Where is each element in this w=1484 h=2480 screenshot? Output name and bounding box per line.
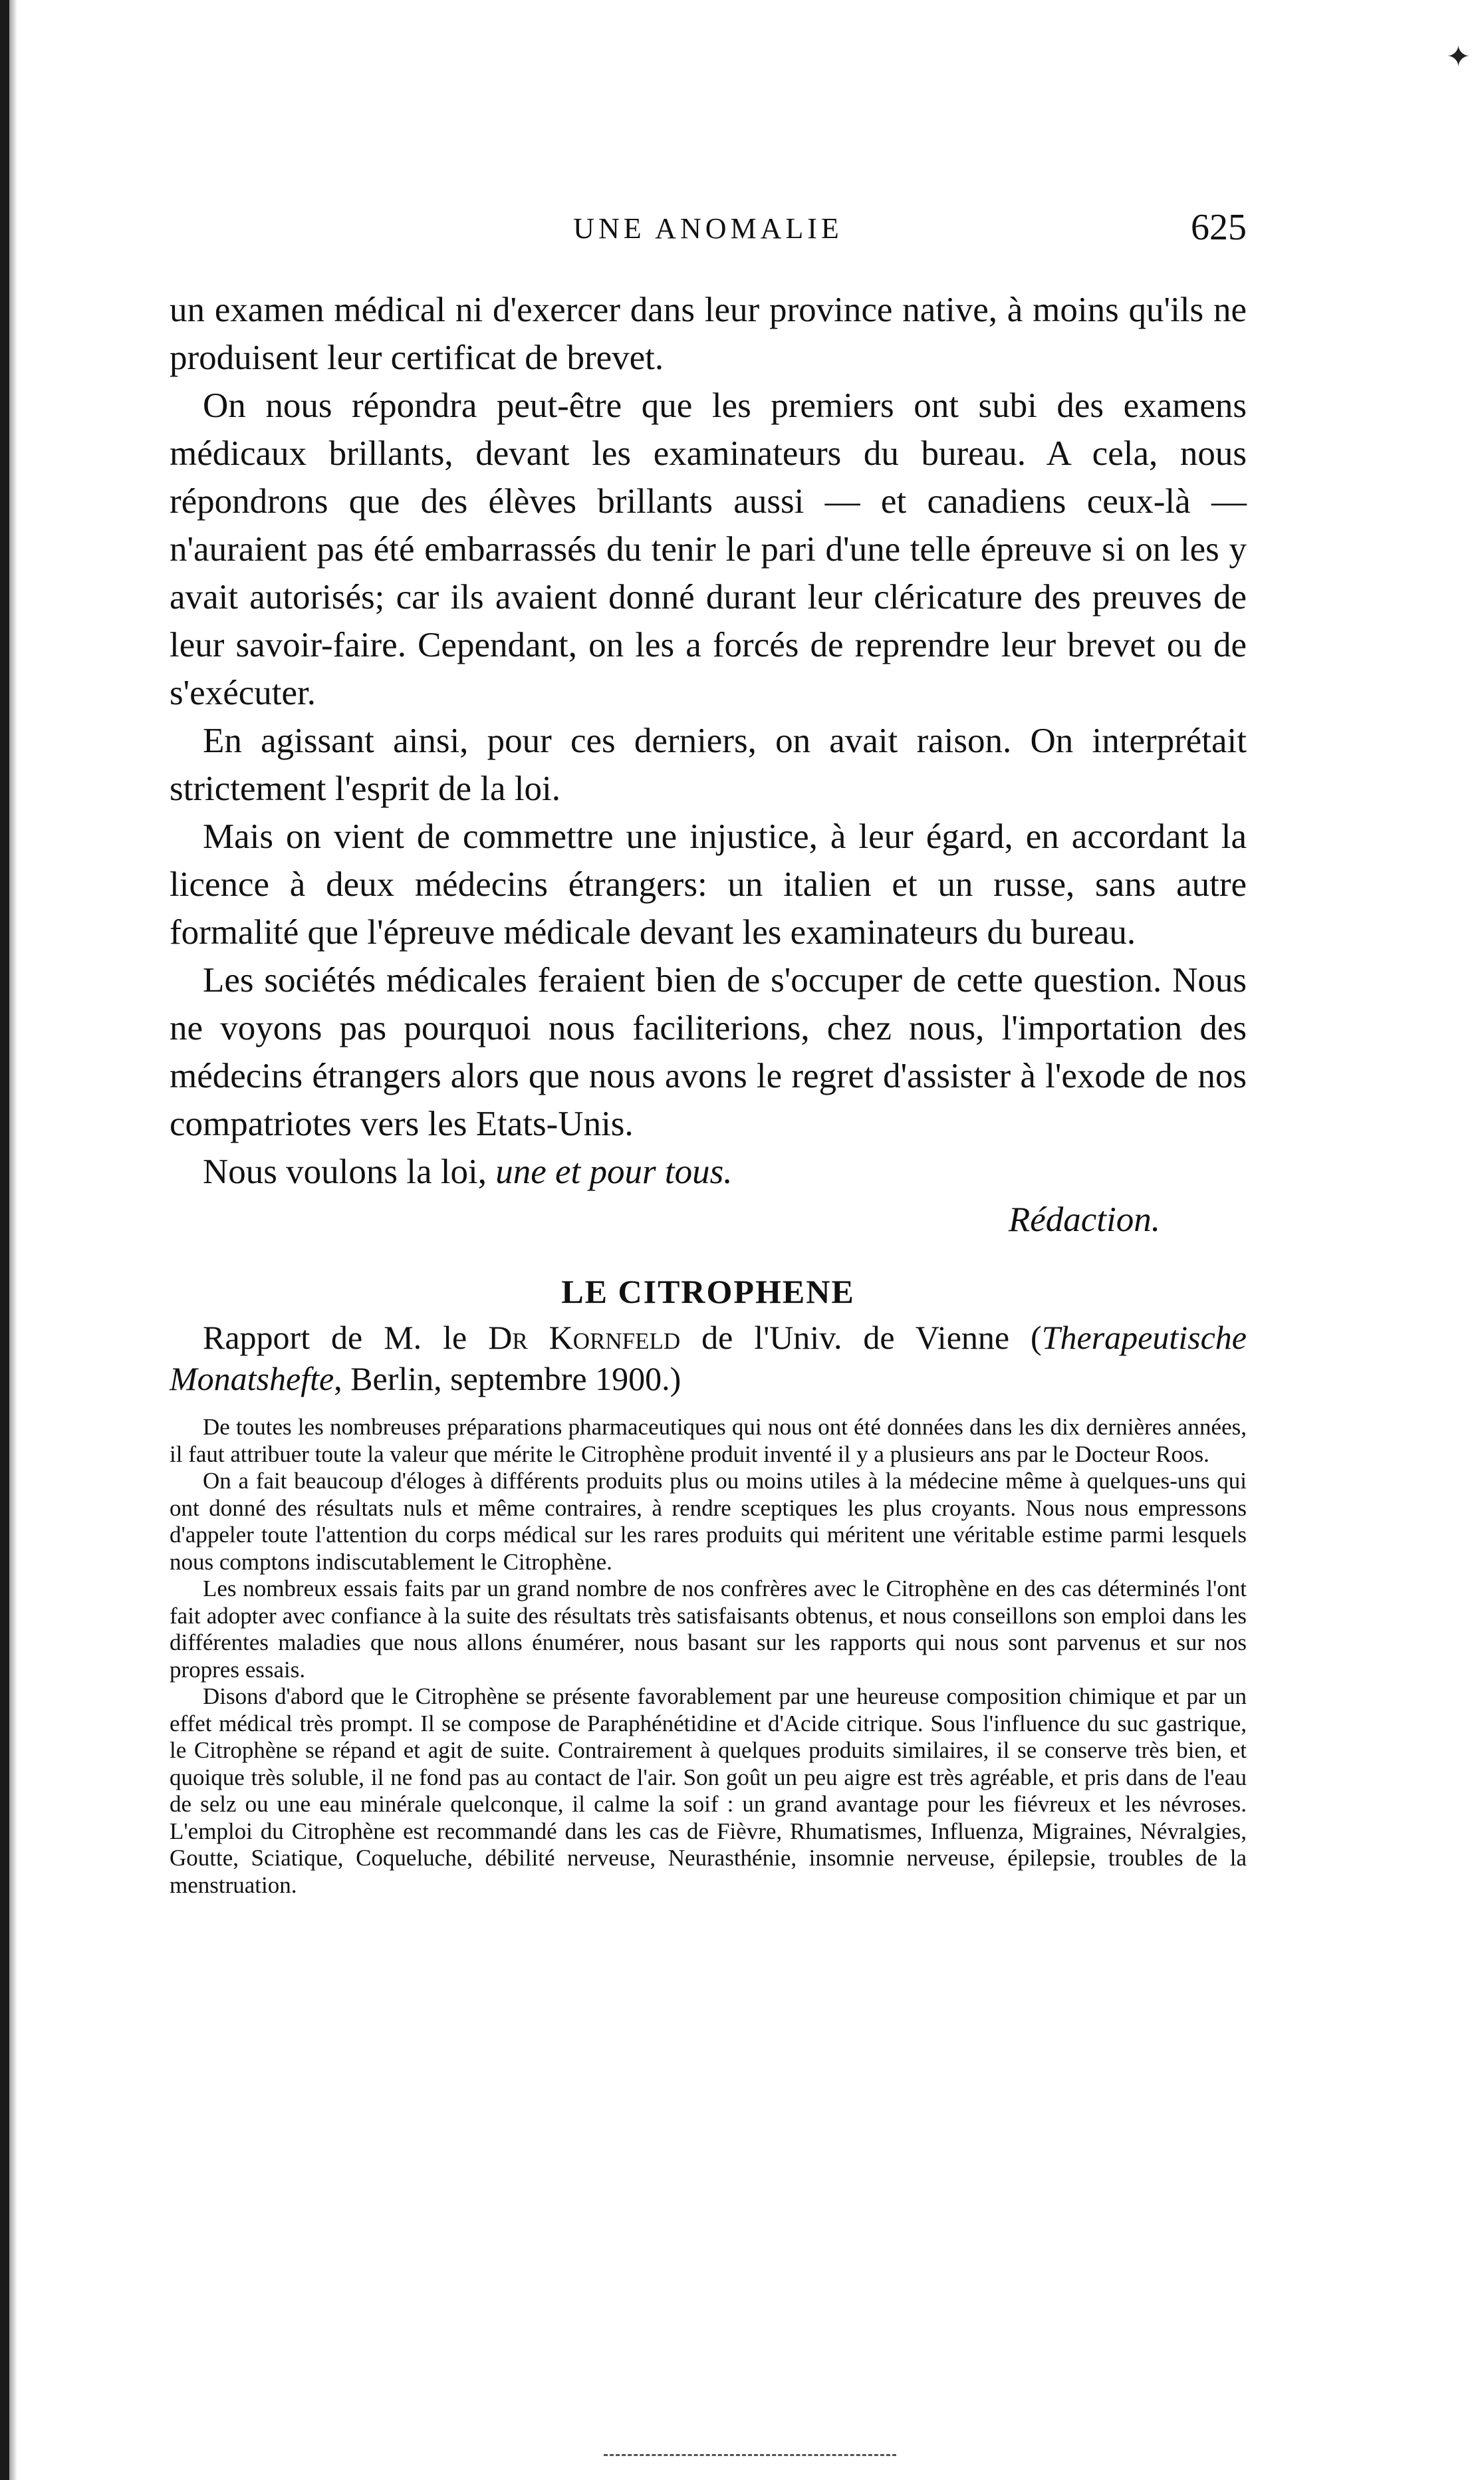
small-paragraph: On a fait beaucoup d'éloges à différents produits plus ou moins utiles à la médecine même à quelques-uns qui ont donné des résultats nuls et même contraires, à rendre sceptiques les plus croyants. Nous nous empressons d'appeler toute l'attention du corps médical sur les rares produits qui méritent une véritable estime parmi lesquels nous comptons indiscutablement le Citrophène. [170,1468,1247,1575]
report-prefix: Rapport de M. le [203,1319,489,1356]
running-title: UNE ANOMALIE [573,212,843,245]
citrophene-text [170,1414,1247,1899]
running-head [170,206,1247,253]
book-spine-shadow [0,0,9,2480]
report-author: Dr Kornfeld [488,1319,681,1356]
bottom-divider [604,2454,896,2456]
closing-emphasis: une et pour tous. [495,1153,733,1191]
report-byline [170,1317,1247,1399]
paragraph: On nous répondra peut-être que les premiers ont subi des examens médicaux brillants, devant les examinateurs du bureau. A cela, nous répondrons que des élèves brillants aussi — et canadiens ceux-là — n'auraient pas été embarrassés du tenir le pari d'une telle épreuve si on les y avait autorisés; car ils avaient donné durant leur cléricature des preuves de leur savoir-faire. Cependant, on les a forcés de reprendre leur brevet ou de s'exécuter. [170,386,1247,712]
section-title: LE CITROPHENE [561,1273,855,1310]
page-number: 625 [1191,207,1247,248]
report-journal: Therapeutische Monatshefte [170,1319,1247,1397]
gutter-shading [9,0,17,2480]
paragraph: Mais on vient de commettre une injustice, à leur égard, en accordant la licence à deux médecins étrangers: un italien et un russe, sans autre formalité que l'épreuve médicale devant les examinateurs du bureau. [170,817,1247,952]
closing-line [170,1148,1247,1196]
small-paragraph: Les nombreux essais faits par un grand nombre de nos confrères avec le Citrophène en des cas déterminés l'ont fait adopter avec confiance à la suite des résultats très satisfaisants obtenus, et nous conseillons son emploi dans les différentes maladies que nous allons énumérer, nous basant sur les rapports qui nous sont parvenus et sur nos propres essais. [170,1576,1247,1683]
report-suffix: , Berlin, septembre 1900.) [334,1360,681,1397]
paragraph: Les sociétés médicales feraient bien de s'occuper de cette question. Nous ne voyons pas pourquoi nous faciliterions, chez nous, l'importation des médecins étrangers alors que nous avons le regret d'assister à l'exode de nos compatriotes vers les Etats-Unis. [170,961,1247,1143]
corner-ink-mark: ✦ [1446,41,1471,73]
signature: Rédaction. [1008,1200,1160,1239]
small-paragraph: Disons d'abord que le Citrophène se présente favorablement par une heureuse composition chimique et par un effet médical très prompt. Il se compose de Paraphénétidine et d'Acide citrique. Sous l'influence du suc gastrique, le Citrophène se répand et agit de suite. Contrairement à quelques produits similaires, il se conserve très bien, et quoique très soluble, il ne fond pas au contact de l'air. Son goût un peu aigre est très agréable, et pris dans de l'eau de selz ou une eau minérale quelconque, il calme la soif : un grand avantage pour les fiévreux et les névroses. L'emploi du Citrophène est recommandé dans les cas de Fièvre, Rhumatismes, Influenza, Migraines, Névralgies, Goutte, Sciatique, Coqueluche, débilité nerveuse, Neurasthénie, insomnie nerveuse, épilepsie, troubles de la menstruation. [170,1683,1247,1898]
report-middle: de l'Univ. de Vienne ( [680,1319,1042,1356]
paragraph: En agissant ainsi, pour ces derniers, on avait raison. On interprétait strictement l'esprit de la loi. [170,722,1247,808]
paragraph: un examen médical ni d'exercer dans leur province native, à moins qu'ils ne produisent leur certificat de brevet. [170,291,1247,377]
closing-text: Nous voulons la loi, [203,1153,487,1191]
article-body [170,286,1247,1899]
small-paragraph: De toutes les nombreuses préparations pharmaceutiques qui nous ont été données dans les dix dernières années, il faut attribuer toute la valeur que mérite le Citrophène produit inventé il y a plusieurs ans par le Docteur Roos. [170,1414,1247,1467]
